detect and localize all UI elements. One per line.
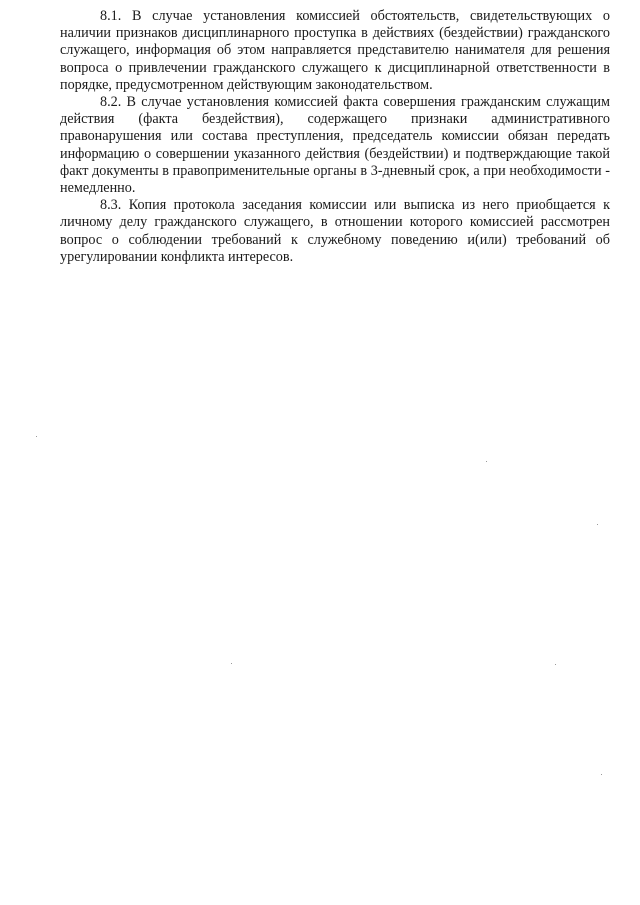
paragraph-8-3: 8.3. Копия протокола заседания комиссии или выписка из него приобщается к личному делу гражданского служащего, в отношении которого комиссией рассмотрен вопрос о соблюдении требований к служебному поведению и(или) требований об урегулировании конфликта интересов. (60, 197, 610, 265)
paragraph-8-1: 8.1. В случае установления комиссией обстоятельств, свидетельствующих о наличии признаков дисциплинарного проступка в действиях (бездействии) гражданского служащего, информация об этом направляется представителю нанимателя для решения вопроса о привлечении гражданского служащего к дисциплинарной ответственности в порядке, предусмотренном действующим законодательством. (60, 8, 610, 93)
scan-speck (36, 436, 37, 437)
scan-speck (555, 664, 556, 665)
scan-speck (601, 774, 602, 775)
document-body (60, 8, 610, 266)
scan-speck (231, 663, 232, 664)
scan-speck (486, 461, 487, 462)
scan-speck (597, 524, 598, 525)
paragraph-8-2: 8.2. В случае установления комиссией факта совершения гражданским служащим действия (факта бездействия), содержащего признаки административного правонарушения или состава преступления, председатель комиссии обязан передать информацию о совершении указанного действия (бездействии) и подтверждающие такой факт документы в правоприменительные органы в 3-дневный срок, а при необходимости - немедленно. (60, 94, 610, 197)
